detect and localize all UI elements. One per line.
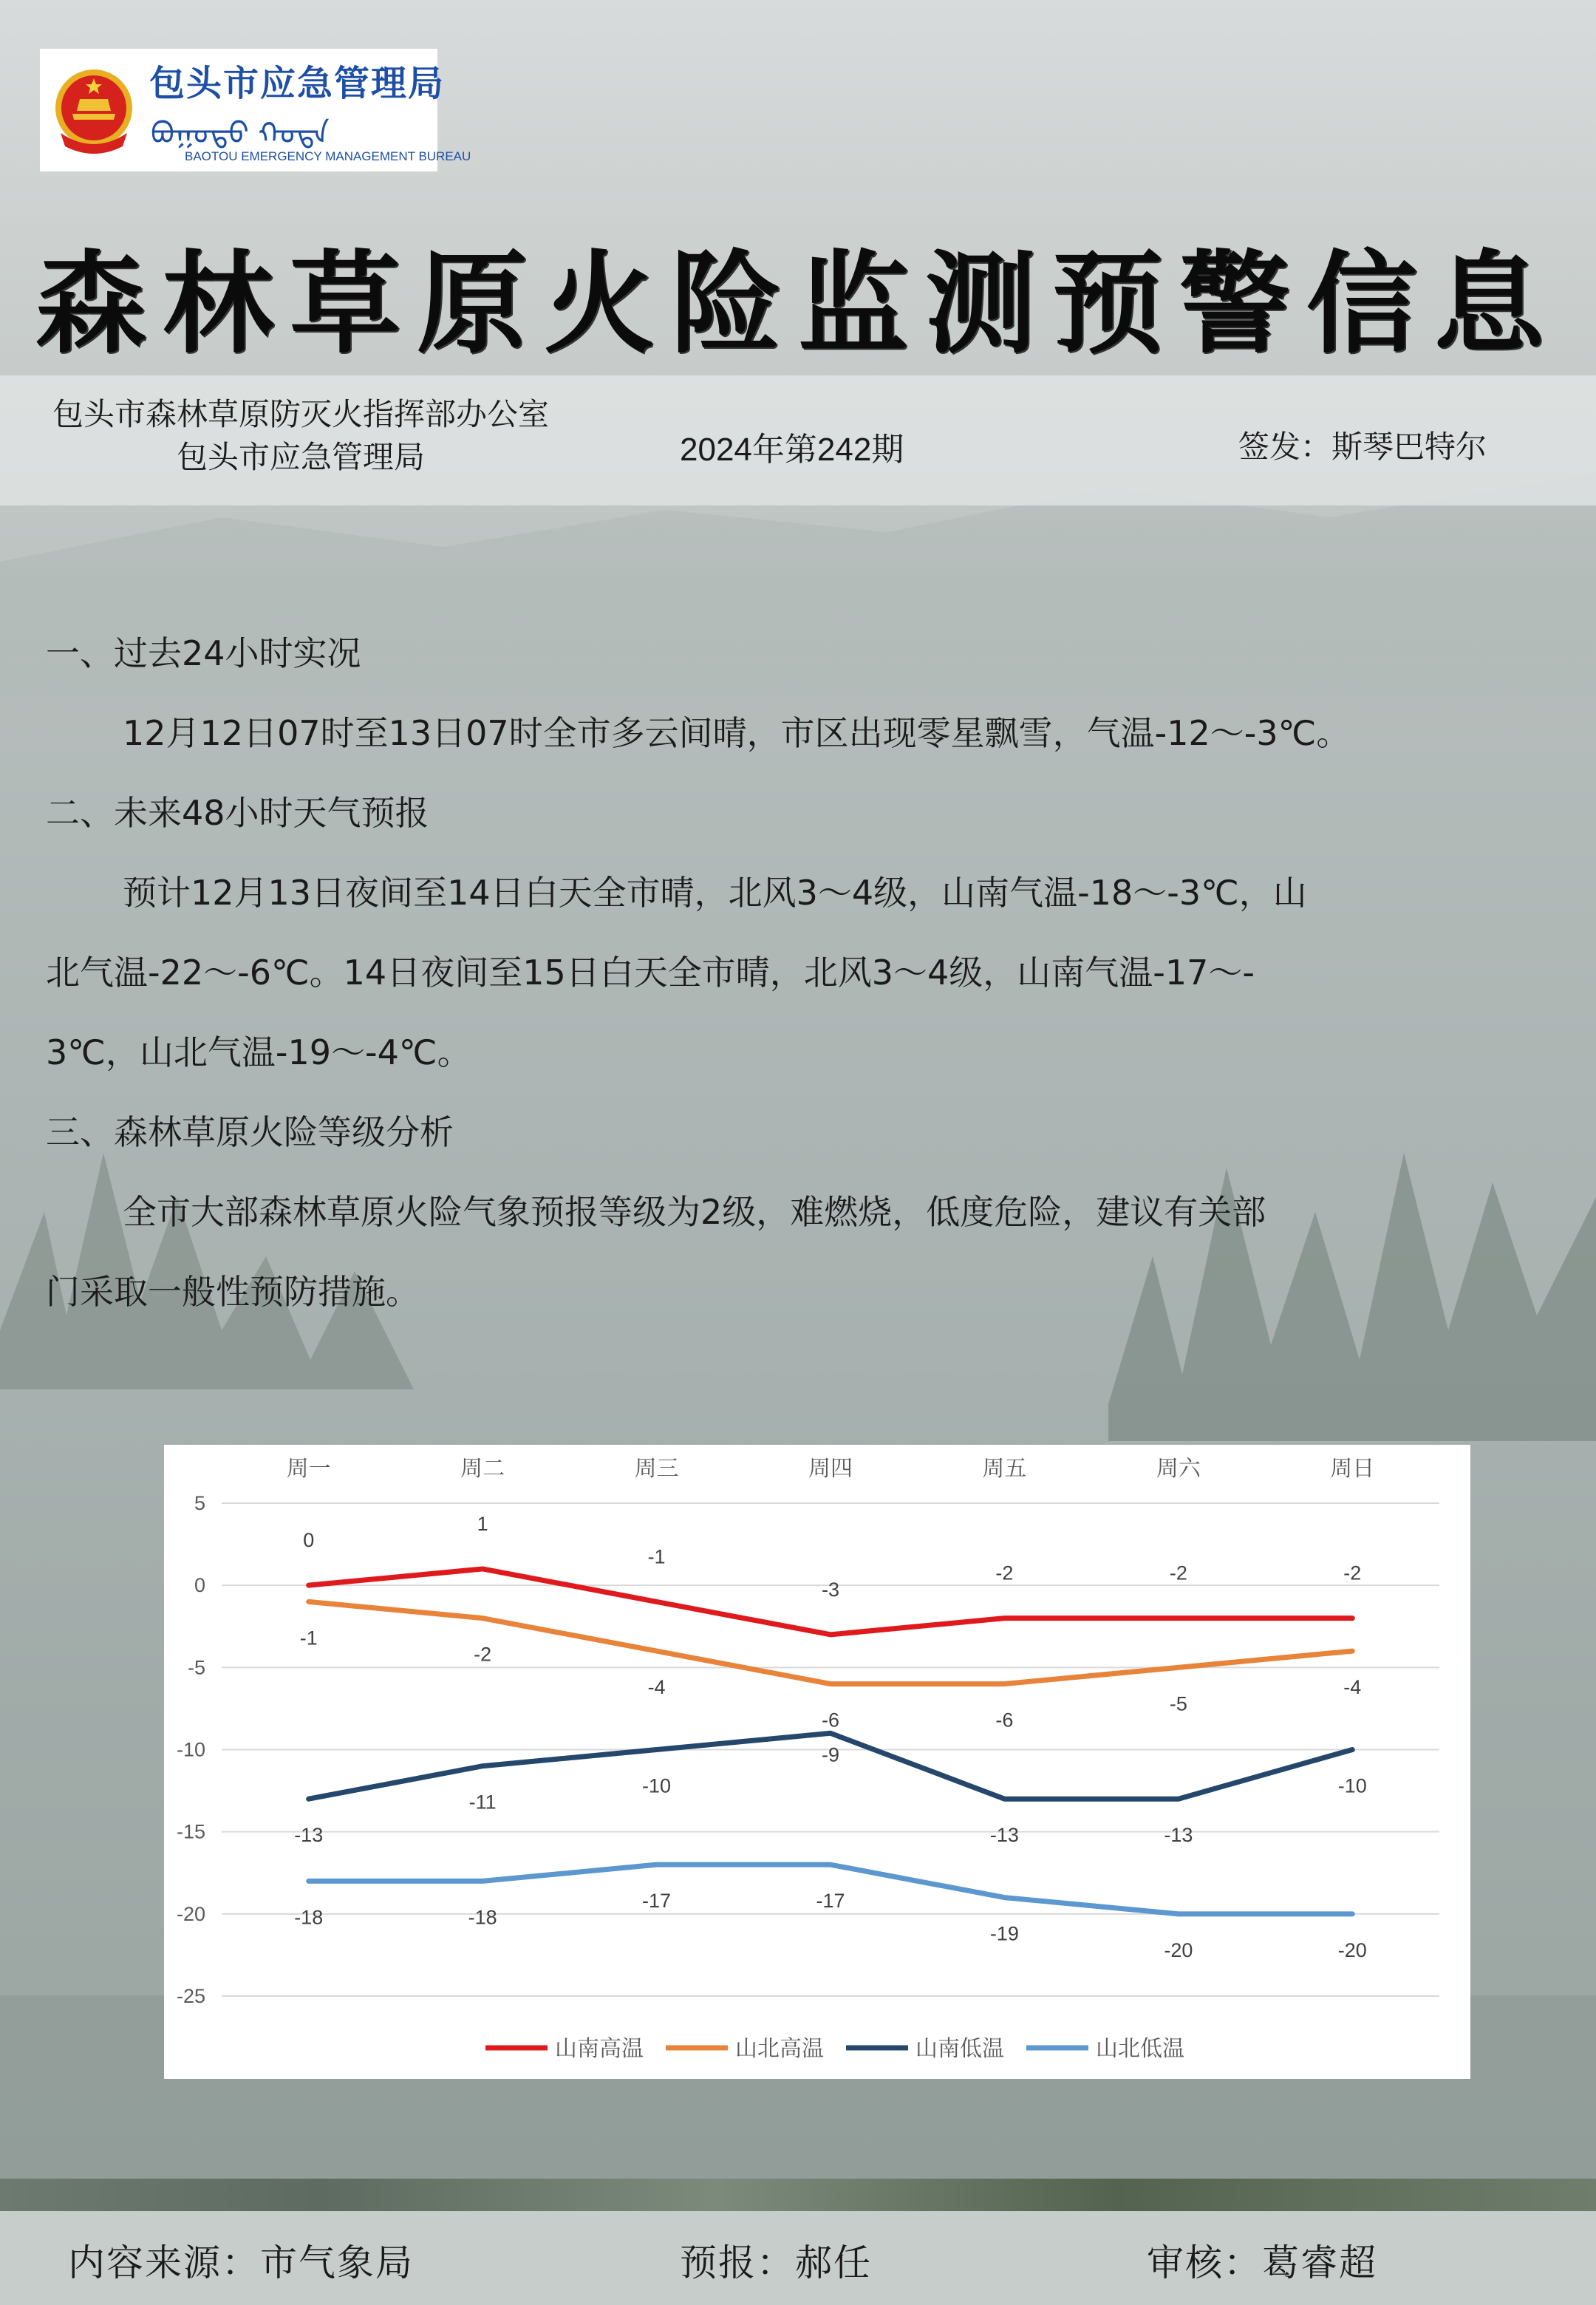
y-tick-label: -10	[176, 1738, 205, 1761]
issuer-line-2: 包头市应急管理局	[176, 439, 425, 475]
footer-forecaster: 预报：郝任	[680, 2241, 872, 2284]
footer-decoration	[0, 2179, 1596, 2211]
data-label: -1	[299, 1627, 318, 1649]
x-tick-label: 周六	[1156, 1456, 1201, 1482]
data-label: 1	[477, 1512, 488, 1535]
data-label: -13	[1164, 1824, 1193, 1847]
y-tick-label: -15	[176, 1820, 205, 1843]
data-label: -9	[821, 1743, 840, 1766]
legend-label: 山北高温	[735, 2036, 824, 2062]
section-2-line-3: 3℃，山北气温-19～-4℃。	[46, 1032, 471, 1072]
data-label: -17	[642, 1890, 672, 1913]
section-2-line-1: 预计12月13日夜间至14日白天全市晴，北风3～4级，山南气温-18～-3℃，山	[123, 873, 1307, 913]
data-label: -11	[468, 1791, 497, 1814]
data-label: -5	[1169, 1692, 1187, 1715]
data-label: 0	[303, 1529, 315, 1552]
legend-label: 山南高温	[555, 2036, 644, 2062]
section-3-heading: 三、森林草原火险等级分析	[46, 1112, 454, 1152]
data-label: -2	[1169, 1562, 1187, 1584]
data-label: -1	[647, 1545, 666, 1568]
report-body	[46, 613, 1553, 1332]
logo-mongolian-name: ᠪᠤᠭᠤᠲᠤ ᠬᠣᠲᠠ	[151, 117, 330, 151]
page-title: 森林草原火险监测预警信息	[35, 239, 1561, 369]
x-tick-label: 周三	[634, 1456, 679, 1482]
data-label: -13	[294, 1824, 324, 1847]
x-tick-label: 周四	[808, 1456, 853, 1482]
x-tick-label: 周日	[1330, 1456, 1375, 1482]
footer	[0, 2211, 1596, 2305]
issue-info-band	[0, 375, 1596, 505]
x-tick-label: 周一	[286, 1456, 331, 1482]
data-label: -6	[995, 1709, 1014, 1732]
national-emblem-icon	[50, 65, 137, 157]
data-label: -4	[1343, 1676, 1362, 1699]
x-tick-label: 周五	[982, 1456, 1027, 1482]
data-label: -18	[468, 1906, 497, 1929]
data-label: -2	[474, 1643, 492, 1666]
issue-number: 2024年第242期	[680, 432, 904, 468]
data-label: -2	[1343, 1562, 1362, 1584]
data-label: -6	[821, 1709, 840, 1732]
legend-label: 山北低温	[1096, 2036, 1184, 2062]
series-line	[309, 1601, 1353, 1683]
data-label: -18	[294, 1906, 324, 1929]
section-3-line-1: 全市大部森林草原火险气象预报等级为2级，难燃烧，低度危险，建议有关部	[123, 1192, 1266, 1232]
y-tick-label: -5	[187, 1656, 205, 1679]
data-label: -19	[989, 1922, 1019, 1945]
legend-label: 山南低温	[915, 2036, 1004, 2062]
data-label: -2	[995, 1562, 1014, 1584]
issuer-block	[16, 393, 585, 479]
data-label: -3	[821, 1578, 840, 1601]
data-label: -10	[1337, 1774, 1367, 1797]
data-label: -10	[642, 1774, 672, 1797]
logo-box	[40, 49, 471, 171]
temperature-chart	[164, 1445, 1470, 2079]
temperature-chart-svg	[164, 1445, 1470, 2079]
footer-source: 内容来源：市气象局	[68, 2241, 414, 2284]
section-2-line-2: 北气温-22～-6℃。14日夜间至15日白天全市晴，北风3～4级，山南气温-17～-	[46, 953, 1255, 993]
x-tick-label: 周二	[460, 1456, 505, 1482]
data-label: -13	[989, 1824, 1019, 1847]
data-label: -20	[1164, 1938, 1193, 1961]
y-tick-label: -20	[176, 1902, 205, 1925]
logo-english-name: BAOTOU EMERGENCY MANAGEMENT BUREAU	[185, 149, 471, 163]
data-label: -4	[647, 1676, 666, 1699]
footer-reviewer: 审核：葛睿超	[1147, 2241, 1377, 2284]
issuer-line-1: 包头市森林草原防灭火指挥部办公室	[52, 396, 549, 432]
y-tick-label: -25	[176, 1985, 205, 2007]
section-2-heading: 二、未来48小时天气预报	[46, 793, 429, 833]
data-label: -17	[816, 1890, 845, 1913]
section-1-text: 12月12日07时至13日07时全市多云间晴，市区出现零星飘雪，气温-12～-3℃。	[123, 713, 1351, 753]
y-tick-label: 5	[194, 1492, 205, 1514]
data-label: -20	[1337, 1938, 1367, 1961]
signer: 签发：斯琴巴特尔	[1238, 429, 1487, 465]
logo-org-name: 包头市应急管理局	[149, 63, 446, 104]
section-1-heading: 一、过去24小时实况	[46, 633, 361, 673]
section-3-line-2: 门采取一般性预防措施。	[46, 1272, 420, 1312]
y-tick-label: 0	[194, 1574, 205, 1597]
